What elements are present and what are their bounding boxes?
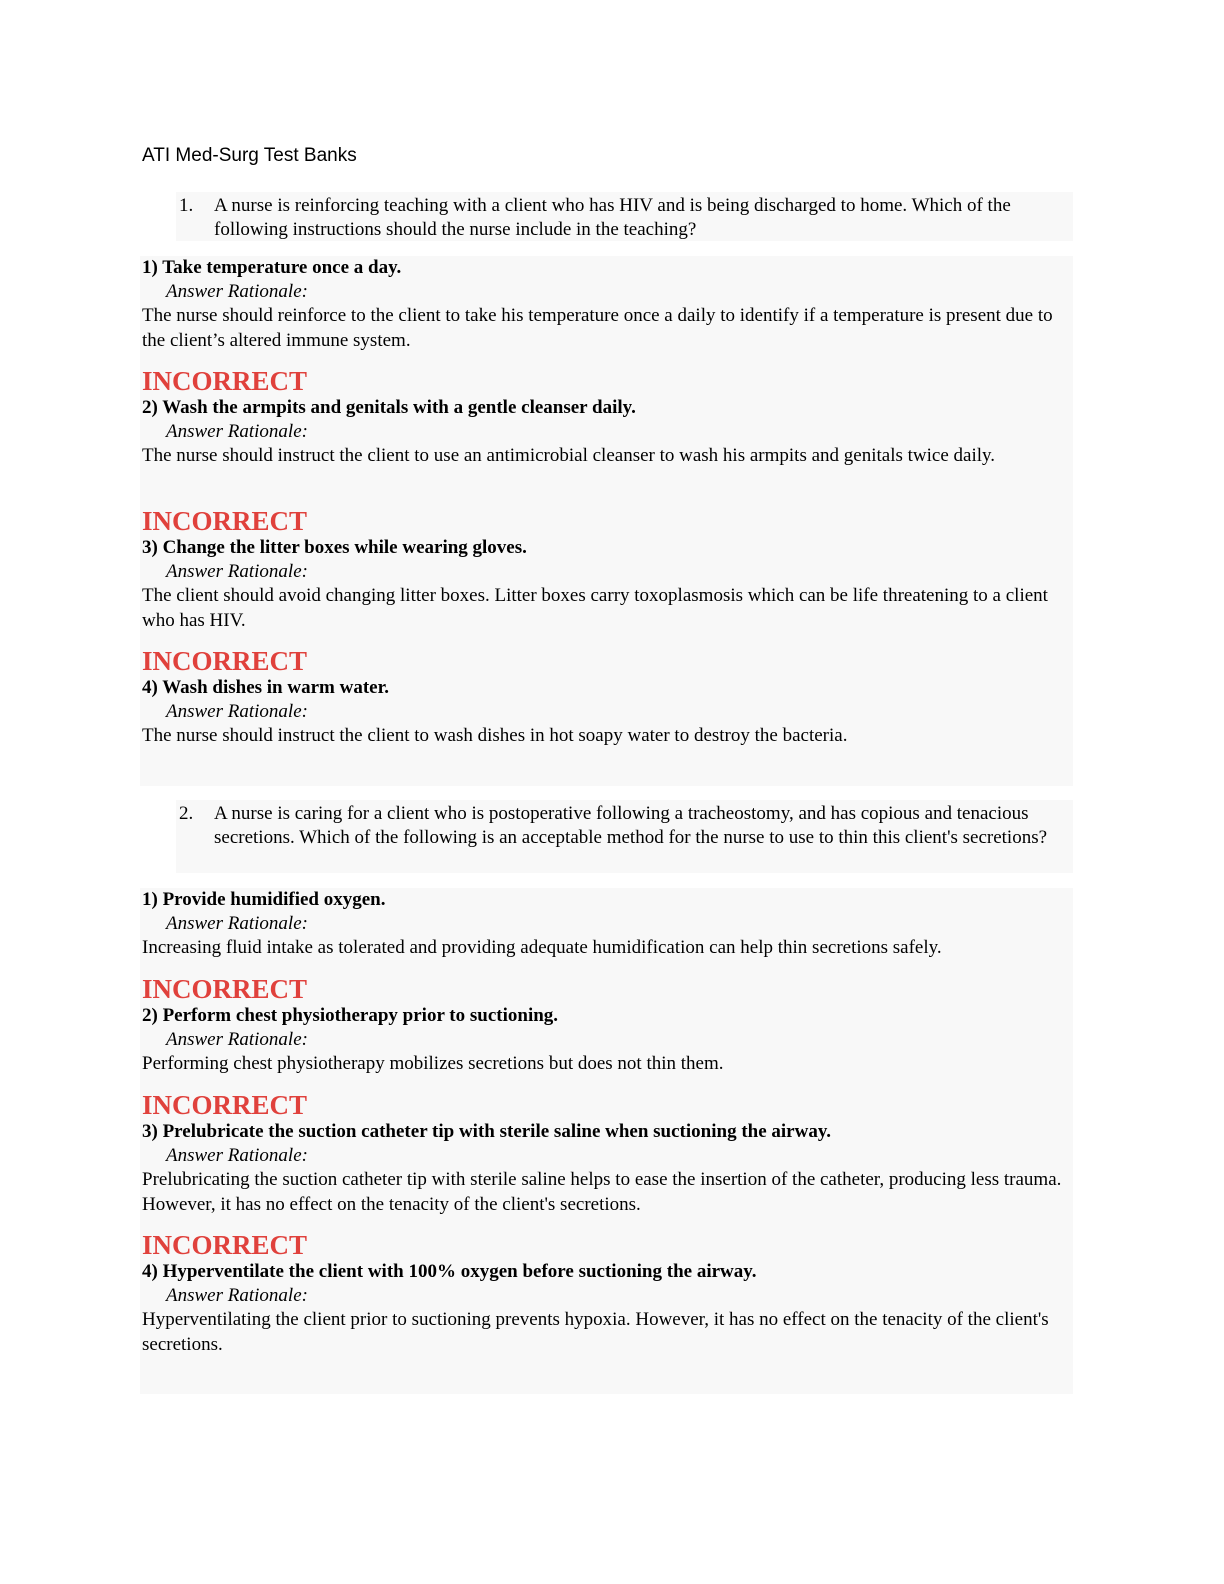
incorrect-label: INCORRECT — [142, 1230, 308, 1260]
incorrect-label: INCORRECT — [142, 506, 308, 536]
answer-option — [142, 256, 1069, 353]
rationale-text: The nurse should instruct the client to wash dishes in hot soapy water to destroy the bacteria. — [142, 725, 848, 746]
question-number: 1. — [179, 195, 194, 216]
answer-choice: 4) Hyperventilate the client with 100% oxygen before suctioning the airway. — [142, 1261, 757, 1282]
rationale-text: The nurse should reinforce to the client to take his temperature once a daily to identify if a temperature is present due to the client’s altered immune system. — [142, 305, 1053, 351]
question-text: A nurse is caring for a client who is postoperative following a tracheostomy, and has copious and tenacious secretions. Which of the following is an acceptable method for the nurse to use to thin this client's secretions? — [214, 803, 1048, 848]
answer-list-1 — [140, 256, 1073, 786]
answer-option — [142, 974, 1069, 1076]
rationale-label: Answer Rationale: — [166, 701, 308, 722]
answer-choice: 3) Change the litter boxes while wearing gloves. — [142, 537, 527, 558]
incorrect-label: INCORRECT — [142, 1090, 308, 1120]
rationale-label: Answer Rationale: — [166, 561, 308, 582]
incorrect-label: INCORRECT — [142, 974, 308, 1004]
answer-option — [142, 1230, 1069, 1357]
rationale-label: Answer Rationale: — [166, 421, 308, 442]
answer-option — [142, 366, 1069, 468]
answer-choice: 2) Perform chest physiotherapy prior to suctioning. — [142, 1005, 559, 1026]
rationale-label: Answer Rationale: — [166, 281, 308, 302]
answer-choice: 2) Wash the armpits and genitals with a gentle cleanser daily. — [142, 397, 636, 418]
answer-option — [142, 1090, 1069, 1217]
answer-choice: 4) Wash dishes in warm water. — [142, 677, 390, 698]
rationale-text: The nurse should instruct the client to use an antimicrobial cleanser to wash his armpits and genitals twice daily. — [142, 445, 996, 466]
rationale-text: Prelubricating the suction catheter tip with sterile saline helps to ease the insertion of the catheter, producing less trauma. However, it has no effect on the tenacity of the client's secretions. — [142, 1169, 1062, 1215]
question-text: A nurse is reinforcing teaching with a client who has HIV and is being discharged to home. Which of the following instructions should the nurse include in the teaching? — [214, 195, 1011, 240]
question-2 — [176, 800, 1073, 873]
answer-choice: 1) Take temperature once a day. — [142, 257, 402, 278]
rationale-label: Answer Rationale: — [166, 1285, 308, 1306]
answer-choice: 3) Prelubricate the suction catheter tip with sterile saline when suctioning the airway. — [142, 1121, 832, 1142]
rationale-label: Answer Rationale: — [166, 913, 308, 934]
rationale-label: Answer Rationale: — [166, 1145, 308, 1166]
question-1 — [176, 192, 1073, 241]
question-number: 2. — [179, 803, 194, 824]
answer-option — [142, 646, 1069, 748]
incorrect-label: INCORRECT — [142, 366, 308, 396]
rationale-text: Hyperventilating the client prior to suctioning prevents hypoxia. However, it has no effect on the tenacity of the client's secretions. — [142, 1309, 1049, 1355]
document-title: ATI Med-Surg Test Banks — [142, 145, 357, 166]
rationale-text: The client should avoid changing litter boxes. Litter boxes carry toxoplasmosis which can be life threatening to a client who has HIV. — [142, 585, 1048, 631]
answer-list-2 — [140, 888, 1073, 1394]
answer-option — [142, 888, 1069, 960]
rationale-label: Answer Rationale: — [166, 1029, 308, 1050]
rationale-text: Performing chest physiotherapy mobilizes secretions but does not thin them. — [142, 1053, 724, 1074]
incorrect-label: INCORRECT — [142, 646, 308, 676]
rationale-text: Increasing fluid intake as tolerated and providing adequate humidification can help thin secretions safely. — [142, 937, 942, 958]
answer-option — [142, 506, 1069, 633]
answer-choice: 1) Provide humidified oxygen. — [142, 889, 386, 910]
